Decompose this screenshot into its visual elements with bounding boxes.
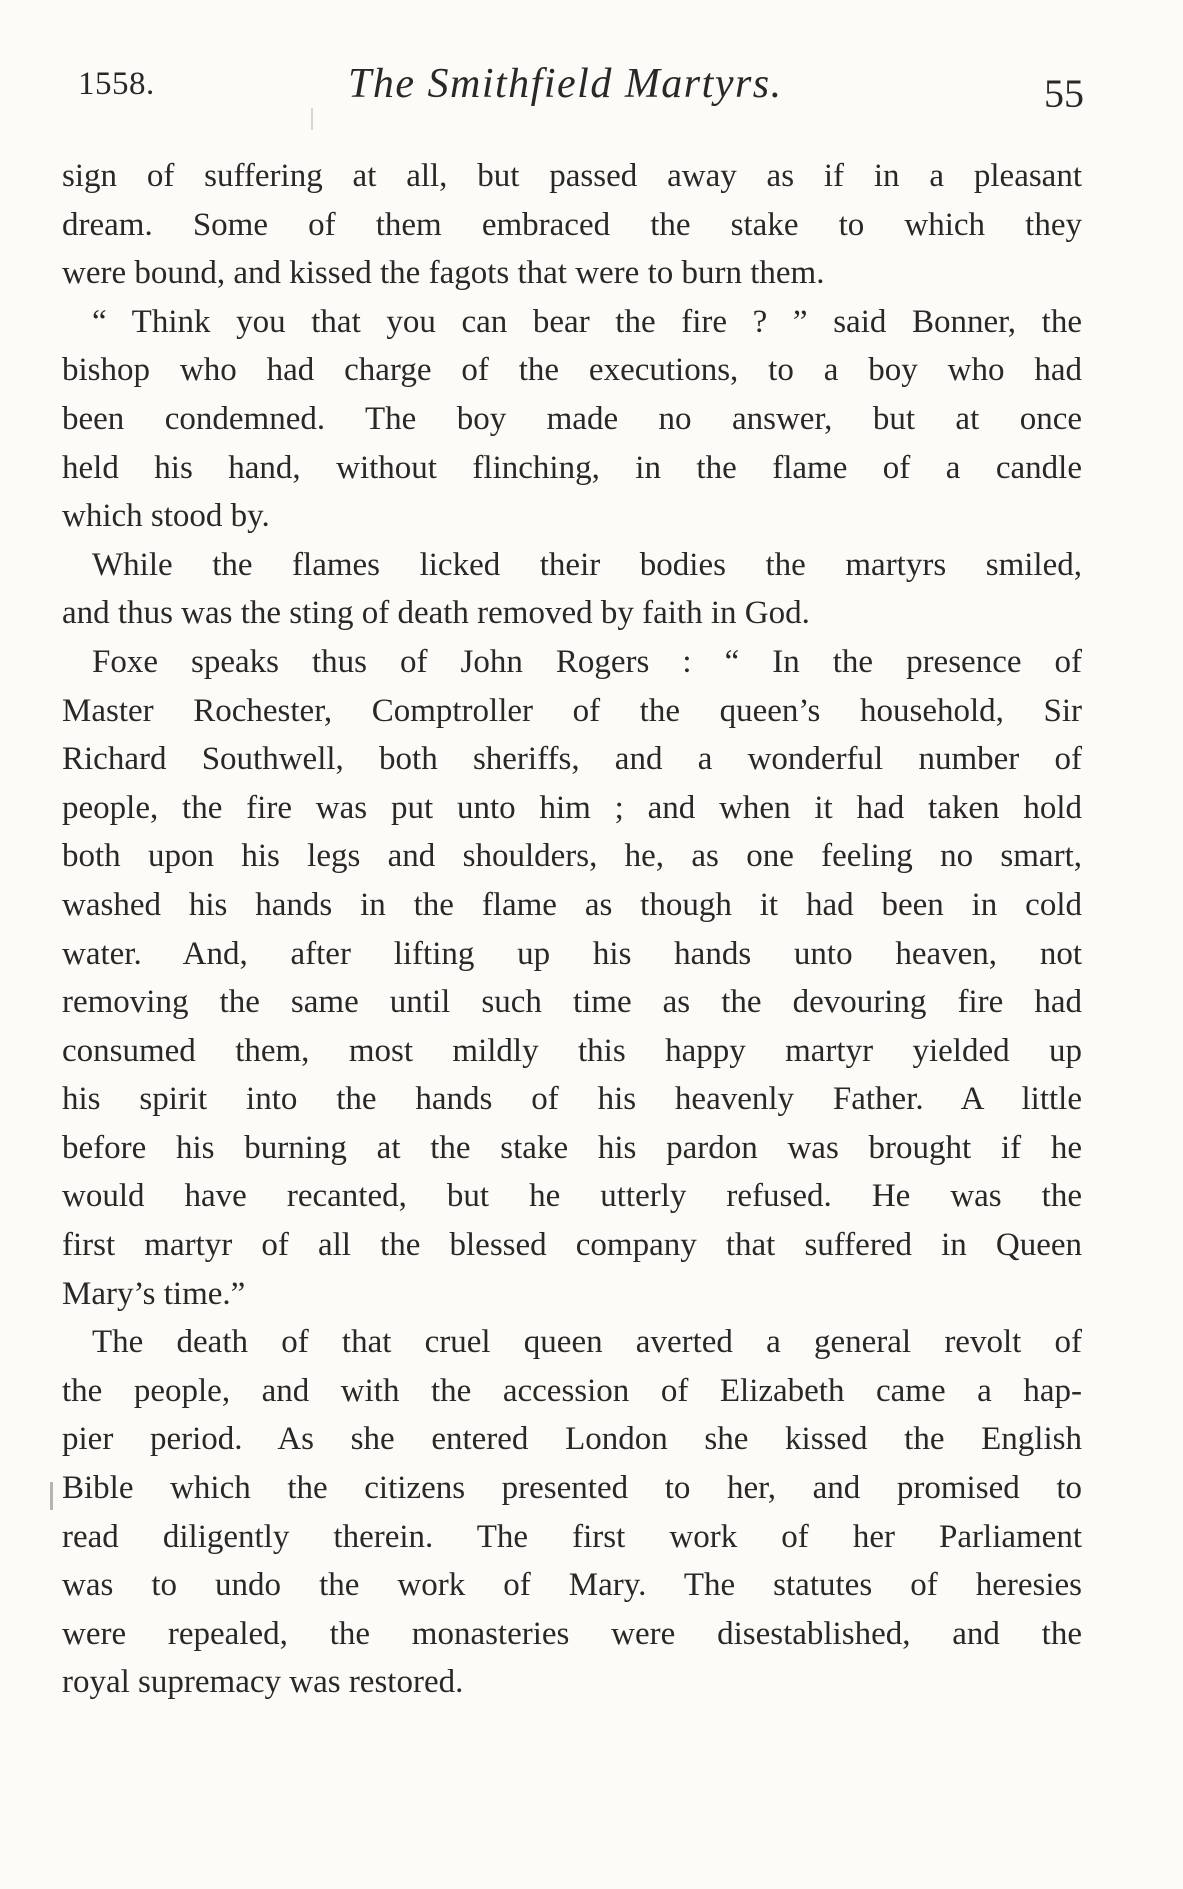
- text-line: first martyr of all the blessed company that suffered in Queen: [62, 1227, 1082, 1264]
- header-title: The Smithfield Martyrs.: [348, 61, 783, 107]
- text-line: Richard Southwell, both sheriffs, and a wonderful number of: [62, 741, 1082, 778]
- paragraph: [62, 152, 1082, 298]
- text-line: were bound, and kissed the fagots that were to burn them.: [62, 255, 825, 292]
- text-line: was to undo the work of Mary. The statutes of heresies: [62, 1567, 1082, 1604]
- text-line: Master Rochester, Comptroller of the queen’s household, Sir: [62, 692, 1082, 729]
- text-line: washed his hands in the flame as though it had been in cold: [62, 886, 1082, 923]
- text-line: held his hand, without flinching, in the flame of a candle: [62, 449, 1082, 486]
- text-line: both upon his legs and shoulders, he, as one feeling no smart,: [62, 838, 1082, 875]
- text-line: his spirit into the hands of his heavenly Father. A little: [62, 1081, 1082, 1118]
- text-line: Foxe speaks thus of John Rogers : “ In the presence of: [92, 643, 1082, 680]
- paragraph: [62, 1318, 1082, 1707]
- paragraph: [62, 541, 1082, 638]
- text-line: Mary’s time.”: [62, 1275, 246, 1312]
- text-line: which stood by.: [62, 498, 270, 535]
- text-line: royal supremacy was restored.: [62, 1664, 464, 1701]
- text-line: were repealed, the monasteries were disestablished, and the: [62, 1615, 1082, 1652]
- text-line: sign of suffering at all, but passed away as if in a pleasant: [62, 158, 1082, 194]
- text-line: the people, and with the accession of Elizabeth came a hap-: [62, 1372, 1082, 1409]
- text-line: The death of that cruel queen averted a general revolt of: [92, 1324, 1082, 1361]
- running-head: [78, 58, 1084, 118]
- text-line: dream. Some of them embraced the stake to which they: [62, 206, 1082, 243]
- paragraph: [62, 298, 1082, 541]
- text-line: read diligently therein. The first work of her Parliament: [62, 1518, 1082, 1555]
- text-line: would have recanted, but he utterly refused. He was the: [62, 1178, 1082, 1215]
- text-line: While the flames licked their bodies the martyrs smiled,: [92, 546, 1082, 583]
- paragraph: [62, 638, 1082, 1318]
- text-line: pier period. As she entered London she kissed the English: [62, 1421, 1082, 1458]
- text-line: removing the same until such time as the devouring fire had: [62, 984, 1082, 1021]
- text-line: and thus was the sting of death removed by faith in God.: [62, 595, 810, 632]
- text-line: bishop who had charge of the executions, to a boy who had: [62, 352, 1082, 389]
- text-line: consumed them, most mildly this happy martyr yielded up: [62, 1032, 1082, 1069]
- gutter-mark: [50, 1482, 53, 1510]
- text-line: Bible which the citizens presented to her, and promised to: [62, 1470, 1082, 1507]
- text-line: water. And, after lifting up his hands unto heaven, not: [62, 935, 1082, 972]
- text-line: “ Think you that you can bear the fire ? ” said Bonner, the: [92, 303, 1082, 340]
- body-text: [62, 152, 1082, 1707]
- header-date: 1558.: [78, 66, 155, 102]
- text-line: people, the fire was put unto him ; and when it had taken hold: [62, 789, 1082, 826]
- text-line: before his burning at the stake his pardon was brought if he: [62, 1129, 1082, 1166]
- page-number: 55: [1044, 71, 1084, 116]
- text-line: been condemned. The boy made no answer, but at once: [62, 400, 1082, 437]
